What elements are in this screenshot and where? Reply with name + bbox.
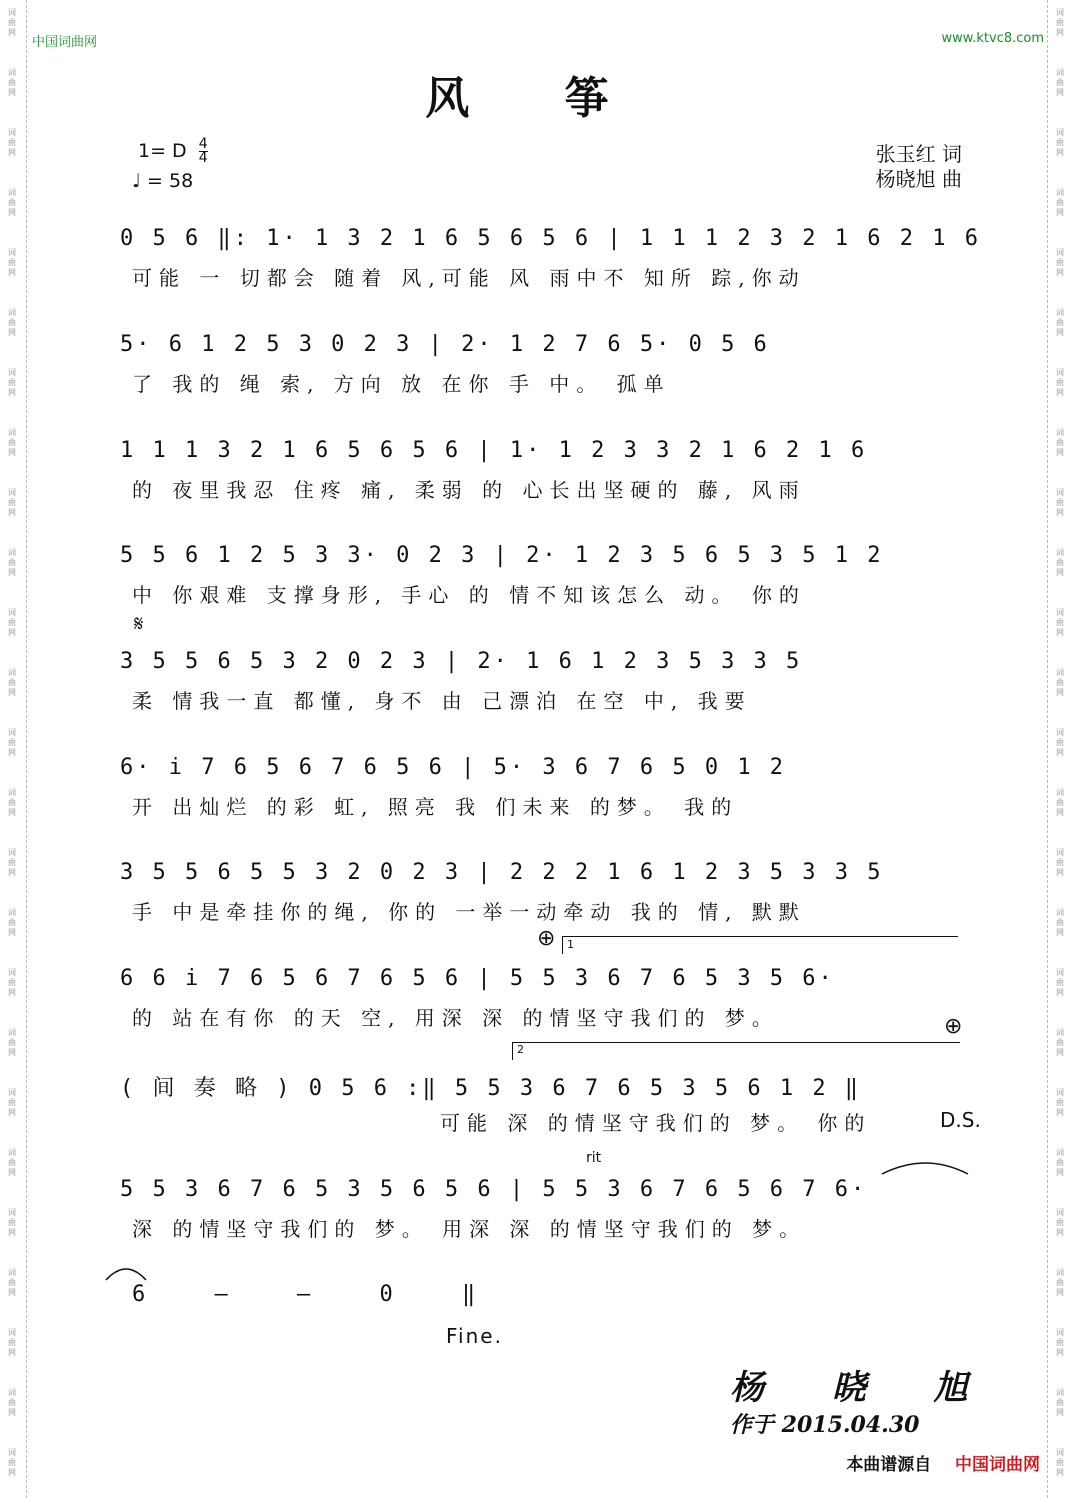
coda-sign-2: ⊕	[944, 1014, 963, 1039]
watermark-glyph: 词 曲 网	[1056, 1148, 1064, 1177]
staff-notes: 1 1 1 3 2 1 6 5 6 5 6 | 1· 1 2 3 3 2 1 6 2 1 6	[120, 438, 868, 463]
composer-credit: 杨晓旭 曲	[875, 167, 962, 191]
watermark-glyph: 词 曲 网	[8, 1268, 16, 1297]
watermark-glyph: 词 曲 网	[1056, 1268, 1064, 1297]
fine-marking: Fine.	[446, 1324, 503, 1348]
staff-notes: 3 5 5 6 5 5 3 2 0 2 3 | 2 2 2 1 6 1 2 3 5 3 3 5	[120, 860, 884, 885]
watermark-glyph: 词 曲 网	[1056, 1388, 1064, 1417]
watermark-glyph: 词 曲 网	[8, 1028, 16, 1057]
watermark-glyph: 词 曲 网	[1056, 1028, 1064, 1057]
watermark-glyph: 词 曲 网	[1056, 848, 1064, 877]
watermark-glyph: 词 曲 网	[8, 848, 16, 877]
watermark-glyph: 词 曲 网	[1056, 68, 1064, 97]
watermark-glyph: 词 曲 网	[1056, 368, 1064, 397]
watermark-glyph: 词 曲 网	[1056, 1088, 1064, 1117]
staff-notes: 6· i 7 6 5 6 7 6 5 6 | 5· 3 6 7 6 5 0 1 2	[120, 755, 787, 780]
watermark-glyph: 词 曲 网	[1056, 608, 1064, 637]
watermark-glyph: 词 曲 网	[1056, 248, 1064, 277]
watermark-glyph: 词 曲 网	[8, 308, 16, 337]
watermark-glyph: 词 曲 网	[1056, 1208, 1064, 1237]
tie-arc-start	[104, 1262, 148, 1282]
site-name-left[interactable]: 中国词曲网	[32, 35, 98, 50]
staff-notes: 5· 6 1 2 5 3 0 2 3 | 2· 1 2 7 6 5· 0 5 6	[120, 332, 770, 357]
key-text: 1= D	[138, 140, 187, 162]
watermark-glyph: 词 曲 网	[8, 8, 16, 37]
staff-lyrics: 的 夜里我忍 住疼 痛, 柔弱 的 心长出坚硬的 藤, 风雨	[132, 478, 806, 502]
watermark-glyph: 词 曲 网	[8, 908, 16, 937]
time-bottom: 4	[198, 150, 208, 166]
watermark-glyph: 词 曲 网	[8, 548, 16, 577]
left-watermark-strip	[0, 0, 27, 1498]
segno-sign: 𝄋	[134, 612, 144, 637]
watermark-glyph: 词 曲 网	[1056, 728, 1064, 757]
watermark-glyph: 词 曲 网	[8, 608, 16, 637]
staff-lyrics: 可能 一 切都会 随着 风,可能 风 雨中不 知所 踪,你动	[132, 266, 806, 290]
staff-notes: 0 5 6 ‖: 1· 1 3 2 1 6 5 6 5 6 | 1 1 1 2 3 2 1 6 2 1 6	[120, 226, 981, 251]
watermark-glyph: 词 曲 网	[8, 1088, 16, 1117]
source-attribution	[846, 1450, 1040, 1475]
volta-1-hook	[562, 936, 563, 954]
watermark-glyph: 词 曲 网	[1056, 308, 1064, 337]
staff-lyrics: 了 我的 绳 索, 方向 放 在你 手 中。 孤单	[132, 372, 671, 396]
watermark-glyph: 词 曲 网	[8, 68, 16, 97]
watermark-glyph: 词 曲 网	[8, 788, 16, 817]
staff-notes: 6 – – 0 ‖	[132, 1282, 504, 1307]
watermark-glyph: 词 曲 网	[8, 1388, 16, 1417]
time-signature	[199, 138, 208, 165]
watermark-glyph: 词 曲 网	[8, 668, 16, 697]
song-title: 风 筝	[425, 73, 649, 124]
staff-notes: 5 5 3 6 7 6 5 3 5 6 5 6 | 5 5 3 6 7 6 5 6 7 6·	[120, 1177, 868, 1202]
watermark-glyph: 词 曲 网	[8, 1328, 16, 1357]
watermark-glyph: 词 曲 网	[1056, 128, 1064, 157]
staff-notes: 5 5 6 1 2 5 3 3· 0 2 3 | 2· 1 2 3 5 6 5 3 5 1 2	[120, 543, 884, 568]
staff-notes: ( 间 奏 略 ) 0 5 6 :‖ 5 5 3 6 7 6 5 3 5 6 1 2 ‖	[120, 1076, 862, 1101]
tempo-marking	[132, 170, 193, 192]
composition-date: 作于 2015.04.30	[730, 1412, 920, 1438]
time-top: 4	[198, 136, 208, 152]
watermark-glyph: 词 曲 网	[1056, 8, 1064, 37]
watermark-glyph: 词 曲 网	[1056, 1328, 1064, 1357]
source-prefix: 本曲谱源自	[846, 1455, 932, 1475]
quarter-note-icon: ♩	[132, 170, 141, 192]
staff-lyrics: 深 的情坚守我们的 梦。 用深 深 的情坚守我们的 梦。	[132, 1217, 807, 1241]
site-url-right[interactable]: www.ktvc8.com	[941, 31, 1044, 46]
watermark-glyph: 词 曲 网	[1056, 428, 1064, 457]
watermark-glyph: 词 曲 网	[1056, 1448, 1064, 1477]
watermark-glyph: 词 曲 网	[8, 728, 16, 757]
watermark-glyph: 词 曲 网	[8, 1448, 16, 1477]
volta-1-number: 1	[567, 938, 574, 951]
tempo-text: = 58	[147, 170, 194, 192]
watermark-glyph: 词 曲 网	[1056, 788, 1064, 817]
watermark-glyph: 词 曲 网	[1056, 488, 1064, 517]
watermark-glyph: 词 曲 网	[8, 368, 16, 397]
source-site-link[interactable]: 中国词曲网	[955, 1455, 1040, 1475]
watermark-glyph: 词 曲 网	[8, 488, 16, 517]
staff-lyrics: 柔 情我一直 都懂, 身不 由 己漂泊 在空 中, 我要	[132, 689, 752, 713]
volta-2-bracket	[512, 1042, 960, 1043]
rit-marking: rit	[586, 1150, 602, 1166]
watermark-glyph: 词 曲 网	[8, 1208, 16, 1237]
watermark-glyph: 词 曲 网	[1056, 968, 1064, 997]
coda-sign: ⊕	[537, 926, 556, 951]
staff-notes: 3 5 5 6 5 3 2 0 2 3 | 2· 1 6 1 2 3 5 3 3 5	[120, 649, 803, 674]
watermark-glyph: 词 曲 网	[8, 128, 16, 157]
composer-signature: 杨 晓 旭	[730, 1368, 996, 1408]
watermark-glyph: 词 曲 网	[1056, 548, 1064, 577]
volta-1-bracket	[562, 936, 958, 937]
watermark-glyph: 词 曲 网	[8, 428, 16, 457]
watermark-glyph: 词 曲 网	[8, 188, 16, 217]
watermark-glyph: 词 曲 网	[1056, 668, 1064, 697]
watermark-glyph: 词 曲 网	[8, 248, 16, 277]
staff-lyrics: 中 你艰难 支撑身形, 手心 的 情不知该怎么 动。 你的	[132, 583, 806, 607]
staff-notes: 6 6 i 7 6 5 6 7 6 5 6 | 5 5 3 6 7 6 5 3 5 6·	[120, 966, 835, 991]
watermark-glyph: 词 曲 网	[8, 1148, 16, 1177]
watermark-glyph: 词 曲 网	[1056, 908, 1064, 937]
tie-arc-end	[880, 1156, 970, 1176]
staff-lyrics: 可能 深 的情坚守我们的 梦。 你的	[440, 1111, 872, 1135]
watermark-glyph: 词 曲 网	[8, 968, 16, 997]
staff-lyrics: 手 中是牵挂你的绳, 你的 一举一动牵动 我的 情, 默默	[132, 900, 806, 924]
key-signature	[138, 138, 208, 165]
staff-lyrics: 的 站在有你 的天 空, 用深 深 的情坚守我们的 梦。	[132, 1006, 779, 1030]
ds-marking: D.S.	[940, 1108, 981, 1132]
staff-lyrics: 开 出灿烂 的彩 虹, 照亮 我 们未来 的梦。 我的	[132, 795, 739, 819]
lyricist-credit: 张玉红 词	[875, 142, 962, 166]
volta-2-number: 2	[517, 1043, 524, 1056]
volta-2-hook	[512, 1042, 513, 1060]
watermark-glyph: 词 曲 网	[1056, 188, 1064, 217]
right-watermark-strip	[1047, 0, 1074, 1498]
